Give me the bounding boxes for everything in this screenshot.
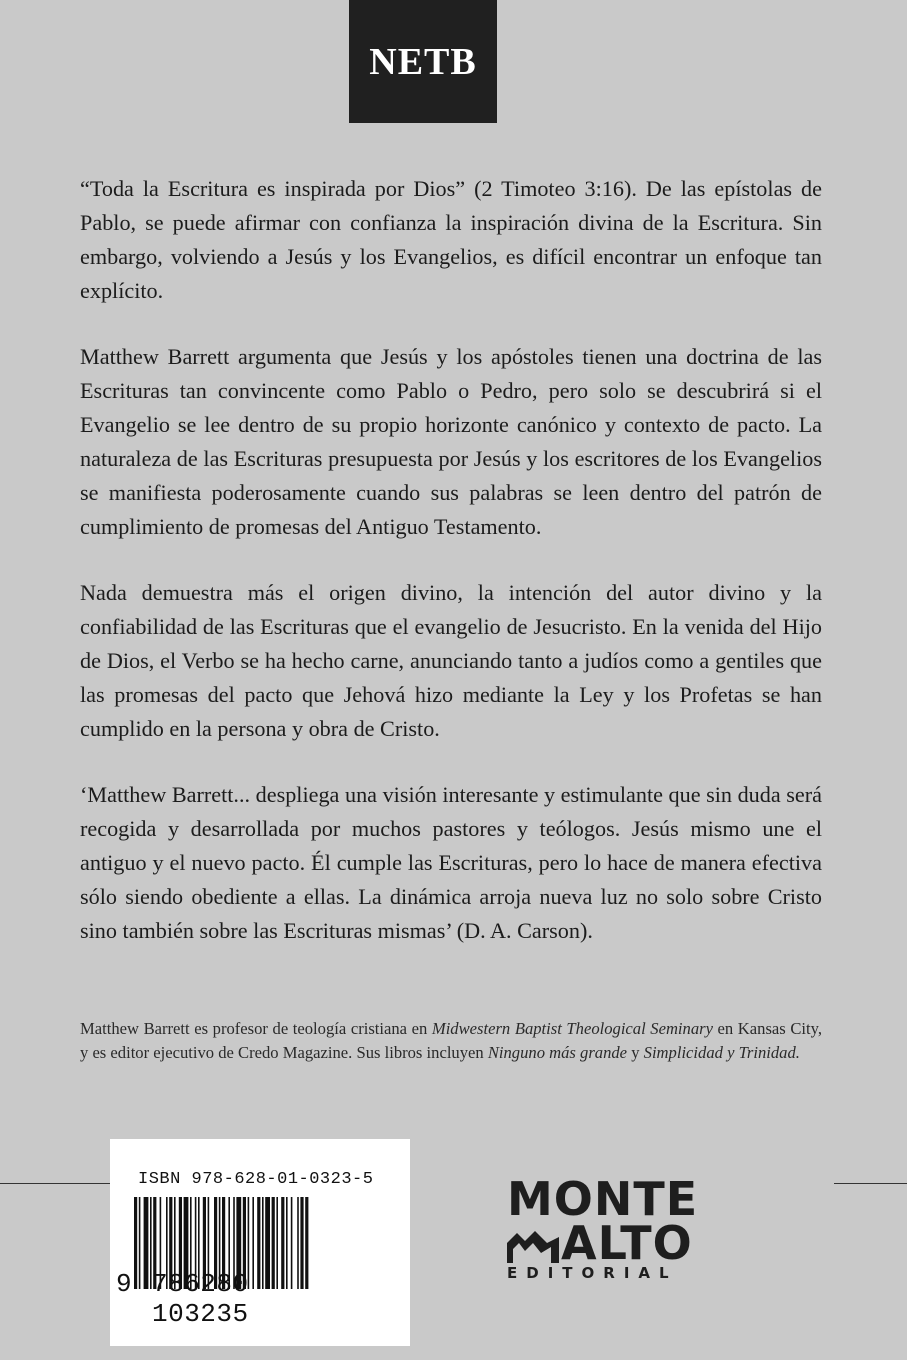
paragraph-intro: “Toda la Escritura es inspirada por Dios” (2 Timoteo 3:16). De las epístolas de Pablo, se puede afirmar con confianza la inspiración divina de la Escritura. Sin embargo, volviendo a Jesús y los Evangelios, es difícil encontrar un enfoque tan explícito. — [80, 176, 822, 303]
barcode-bar — [276, 1197, 278, 1289]
barcode-bar — [252, 1197, 254, 1289]
back-cover-description — [80, 172, 822, 980]
publisher-logo — [503, 1172, 713, 1286]
series-label: NETB — [369, 40, 477, 83]
barcode-bar — [281, 1197, 284, 1289]
publisher-name-line2: ALTO — [561, 1216, 693, 1270]
barcode-bar — [305, 1197, 308, 1289]
barcode-bar — [139, 1197, 141, 1289]
paragraph-argument: Matthew Barrett argumenta que Jesús y los apóstoles tienen una doctrina de las Escrituras tan convincente como Pablo o Pedro, pero solo se descubrirá si el Evangelio se lee dentro de su propio horizonte canónico y contexto de pacto. La naturaleza de las Escrituras presupuesta por Jesús y los escritores de los Evangelios se manifiesta poderosamente cuando sus palabras se leen dentro del patrón de cumplimiento de promesas del Antiguo Testamento. — [80, 344, 822, 539]
bio-text-3: y — [627, 1043, 644, 1062]
barcode-panel — [110, 1139, 410, 1346]
isbn-text: ISBN 978-628-01-0323-5 — [138, 1170, 374, 1189]
barcode-bar — [265, 1197, 270, 1289]
barcode-bar — [134, 1197, 137, 1289]
publisher-name-line1: MONTE — [507, 1172, 699, 1226]
divider-left — [0, 1183, 110, 1184]
author-bio — [80, 1017, 822, 1065]
publisher-name-line3: EDITORIAL — [507, 1264, 678, 1282]
ean-first-digit: 9 — [116, 1269, 132, 1299]
barcode-bar — [262, 1197, 264, 1289]
bio-text-1: Matthew Barrett es profesor de teología cristiana en — [80, 1019, 432, 1038]
endorsement-quote: ‘Matthew Barrett... despliega una visión interesante y estimulante que sin duda será recogida y desarrollada por muchos pastores y teólogos. Jesús mismo une el antiguo y el nuevo pacto. Él cumple las Escrituras, pero lo hace de manera efectiva sólo siendo obediente a ellas. La dinámica arroja nueva luz no solo sobre Cristo sino también sobre las Escrituras mismas’ (D. A. Carson). — [80, 782, 822, 943]
barcode-bar — [286, 1197, 288, 1289]
barcode-bar — [297, 1197, 299, 1289]
bio-book-1: Ninguno más grande — [487, 1043, 628, 1062]
paragraph-gospel: Nada demuestra más el origen divino, la intención del autor divino y la confiabilidad de las Escrituras que el evangelio de Jesucristo. En la venida del Hijo de Dios, el Verbo se ha hecho carne, anunciando tanto a judíos como a gentiles que las promesas del pacto que Jehová hizo mediante la Ley y los Profetas se han cumplido en la persona y obra de Cristo. — [80, 580, 822, 741]
ean-remaining-digits: 786280 103235 — [152, 1269, 249, 1329]
bio-book-2: Simplicidad y Trinidad. — [643, 1043, 800, 1062]
barcode-bar — [257, 1197, 260, 1289]
barcode-bar — [300, 1197, 303, 1289]
mountain-icon — [507, 1229, 559, 1263]
divider-right — [834, 1183, 907, 1184]
bio-text-2: en Kansas City, y es editor ejecutivo de Credo Magazine. Sus libros incluyen — [80, 1019, 822, 1062]
series-badge — [349, 0, 497, 123]
bio-seminary: Midwestern Baptist Theological Seminary — [431, 1019, 713, 1038]
barcode-bar — [291, 1197, 293, 1289]
barcode-bar — [272, 1197, 275, 1289]
barcode-bar — [144, 1197, 149, 1289]
